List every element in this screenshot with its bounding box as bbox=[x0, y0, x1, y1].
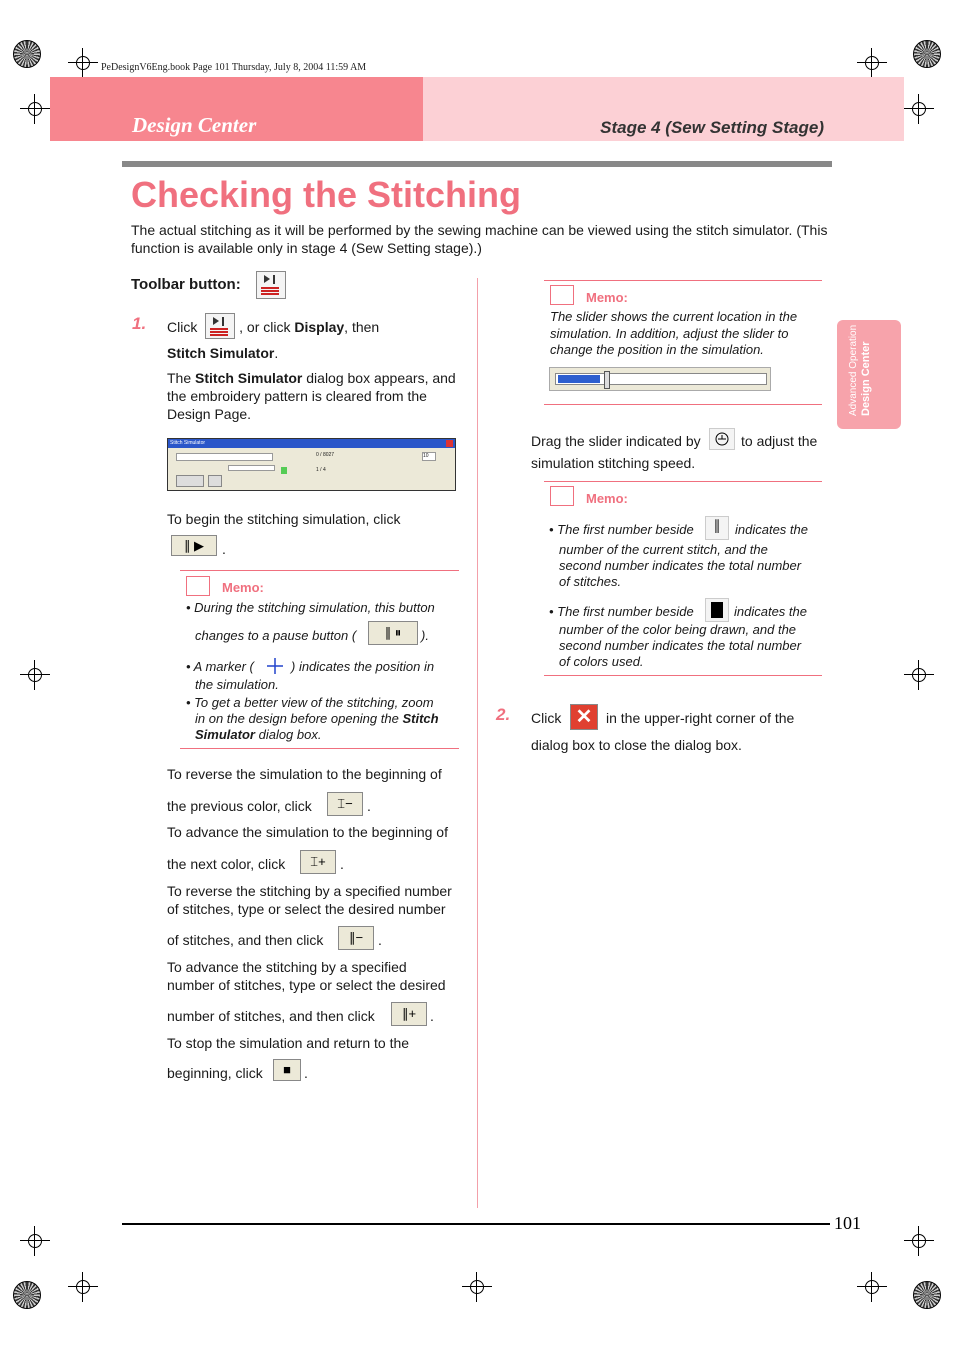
dialog-speed-value[interactable]: 10 bbox=[422, 452, 436, 461]
stop-text-2: beginning, click bbox=[167, 1065, 263, 1081]
crosshair-mark bbox=[20, 1226, 50, 1256]
column-divider bbox=[477, 278, 478, 1208]
memo-a2: indicates the bbox=[735, 522, 808, 537]
memo-bullet-3a: • To get a better view of the stitching, zoom bbox=[186, 695, 434, 710]
dialog-color-swatch bbox=[281, 467, 287, 474]
memo-line-2: simulation. In addition, adjust the slider to bbox=[550, 326, 789, 341]
step-1-number: 1. bbox=[132, 314, 147, 333]
slider-thumb[interactable] bbox=[604, 371, 610, 389]
step-1-line: Click , or click Display, then Stitch Simulator. bbox=[167, 319, 380, 361]
speed-slider-icon bbox=[709, 428, 735, 450]
memo-title: Memo: bbox=[586, 491, 628, 506]
memo-bullet-1b: changes to a pause button ( bbox=[195, 628, 357, 643]
header-band bbox=[50, 77, 423, 141]
previous-color-button[interactable]: ⌶− bbox=[327, 792, 363, 816]
memo-b1: • The first number beside bbox=[549, 604, 694, 619]
memo-book-icon bbox=[550, 285, 574, 305]
dialog-color-count: 1 / 4 bbox=[316, 467, 326, 473]
crosshair-mark bbox=[904, 660, 934, 690]
page-number: 101 bbox=[834, 1213, 861, 1233]
position-slider[interactable] bbox=[549, 367, 771, 391]
crosshair-mark bbox=[20, 94, 50, 124]
side-tab bbox=[837, 320, 901, 429]
memo-title: Memo: bbox=[222, 580, 264, 595]
step-2-text-a: Click bbox=[531, 710, 562, 726]
period: . bbox=[304, 1065, 308, 1081]
crosshair-mark bbox=[20, 660, 50, 690]
period: . bbox=[340, 856, 344, 872]
dialog-stitch-count: 0 / 8027 bbox=[316, 452, 335, 458]
memo-b2: indicates the bbox=[734, 604, 807, 619]
memo-bullet-1c: ). bbox=[421, 628, 429, 643]
footer-rule bbox=[122, 1223, 830, 1225]
adv-stitch-text-1: To advance the stitching by a specified bbox=[167, 959, 407, 975]
dialog-speed-slider[interactable] bbox=[228, 465, 275, 471]
dialog-close-icon[interactable] bbox=[446, 440, 453, 447]
title-rule bbox=[122, 161, 832, 167]
crosshair-mark bbox=[904, 94, 934, 124]
drag-text-a: Drag the slider indicated by bbox=[531, 433, 701, 449]
section-title: Design Center bbox=[132, 113, 257, 137]
memo-bullet-2c: the simulation. bbox=[195, 677, 279, 692]
start-button[interactable]: ∥ ▶ bbox=[171, 535, 217, 556]
marker-icon bbox=[266, 657, 284, 675]
memo-b3: number of the color being drawn, and the bbox=[559, 622, 797, 637]
registration-disk-top-left bbox=[13, 40, 41, 68]
memo-bullet-2b: ) indicates the position in bbox=[291, 659, 435, 674]
stop-button[interactable]: ■ bbox=[273, 1059, 301, 1081]
color-count-icon bbox=[705, 598, 729, 622]
period: . bbox=[430, 1008, 434, 1024]
memo-a5: of stitches. bbox=[559, 574, 622, 589]
step-1-result: The Stitch Simulator dialog box appears, and the embroidery pattern is cleared from the Design Page. bbox=[167, 370, 456, 422]
close-icon[interactable]: ✕ bbox=[570, 704, 598, 730]
pause-button[interactable]: ∥ ⏸ bbox=[368, 621, 418, 645]
crosshair-mark bbox=[857, 48, 887, 78]
stop-text-1: To stop the simulation and return to the bbox=[167, 1035, 410, 1051]
stage-title: Stage 4 (Sew Setting Stage) bbox=[600, 118, 824, 137]
adv-color-text-1: To advance the simulation to the beginning of bbox=[167, 824, 448, 840]
memo-a3: number of the current stitch, and the bbox=[559, 542, 768, 557]
header-band-light bbox=[423, 77, 904, 141]
adv-color-text-2: the next color, click bbox=[167, 856, 286, 872]
period: . bbox=[378, 932, 382, 948]
rev-stitch-text-1: To reverse the stitching by a specified number bbox=[167, 883, 452, 899]
memo-a1: • The first number beside bbox=[549, 522, 694, 537]
memo-b4: second number indicates the total number bbox=[559, 638, 802, 653]
registration-disk-top-right bbox=[913, 40, 941, 68]
crosshair-mark bbox=[68, 1272, 98, 1302]
memo-bullet-3b: in on the design before opening the Stitch bbox=[195, 711, 439, 726]
drag-text-b: to adjust the bbox=[741, 433, 818, 449]
period: . bbox=[367, 798, 371, 814]
next-color-button[interactable]: ⌶+ bbox=[300, 850, 336, 874]
rev-color-text-2: the previous color, click bbox=[167, 798, 312, 814]
step-2-text-c: dialog box to close the dialog box. bbox=[531, 737, 742, 753]
registration-disk-bottom-left bbox=[13, 1281, 41, 1309]
crosshair-mark bbox=[904, 1226, 934, 1256]
stitch-simulator-button[interactable] bbox=[205, 313, 235, 339]
memo-line-1: The slider shows the current location in the bbox=[550, 309, 798, 324]
dialog-slider[interactable] bbox=[176, 453, 273, 461]
advance-stitches-button[interactable]: ∥+ bbox=[391, 1002, 427, 1026]
period: . bbox=[222, 541, 226, 557]
rev-stitch-text-2: of stitches, type or select the desired number bbox=[167, 901, 446, 917]
crosshair-mark bbox=[462, 1272, 492, 1302]
memo-book-icon bbox=[186, 576, 210, 596]
page-title: Checking the Stitching bbox=[131, 174, 522, 215]
memo-b5: of colors used. bbox=[559, 654, 644, 669]
slider-fill bbox=[558, 375, 600, 383]
memo-line-3: change the position in the simulation. bbox=[550, 342, 764, 357]
reverse-stitches-button[interactable]: ∥− bbox=[338, 926, 374, 950]
memo-title: Memo: bbox=[586, 290, 628, 305]
stitch-count-icon: ∥ bbox=[705, 516, 729, 540]
dialog-stop-button[interactable] bbox=[208, 475, 222, 487]
intro-text: The actual stitching as it will be performed by the sewing machine can be viewed using the stitch simulator. (This function is available only in stage 4 (Sew Setting stage).) bbox=[131, 222, 828, 256]
crosshair-mark bbox=[68, 48, 98, 78]
adv-stitch-text-3: number of stitches, and then click bbox=[167, 1008, 375, 1024]
dialog-title: Stitch Simulator bbox=[168, 439, 455, 448]
crosshair-mark bbox=[857, 1272, 887, 1302]
step-2-text-b: in the upper-right corner of the bbox=[606, 710, 795, 726]
crop-header-text: PeDesignV6Eng.book Page 101 Thursday, July 8, 2004 11:59 AM bbox=[101, 62, 367, 73]
stitch-simulator-dialog bbox=[167, 438, 456, 491]
adv-stitch-text-2: number of stitches, type or select the desired bbox=[167, 977, 446, 993]
side-tab-text: Advanced Operation Design Center bbox=[848, 324, 872, 416]
registration-disk-bottom-right bbox=[913, 1281, 941, 1309]
begin-text: To begin the stitching simulation, click bbox=[167, 511, 401, 527]
rev-color-text-1: To reverse the simulation to the beginning of bbox=[167, 766, 442, 782]
rev-stitch-text-3: of stitches, and then click bbox=[167, 932, 324, 948]
memo-bullet-1a: • During the stitching simulation, this button bbox=[186, 600, 435, 615]
dialog-play-button[interactable] bbox=[176, 475, 204, 487]
toolbar-label: Toolbar button: bbox=[131, 276, 241, 293]
memo-bullet-3c: Simulator dialog box. bbox=[195, 727, 322, 742]
memo-book-icon bbox=[550, 486, 574, 506]
stitch-simulator-toolbar-icon[interactable] bbox=[256, 271, 286, 299]
step-2-number: 2. bbox=[496, 705, 511, 724]
memo-a4: second number indicates the total number bbox=[559, 558, 802, 573]
memo-bullet-2a: • A marker ( bbox=[186, 659, 254, 674]
drag-text-c: simulation stitching speed. bbox=[531, 455, 696, 471]
